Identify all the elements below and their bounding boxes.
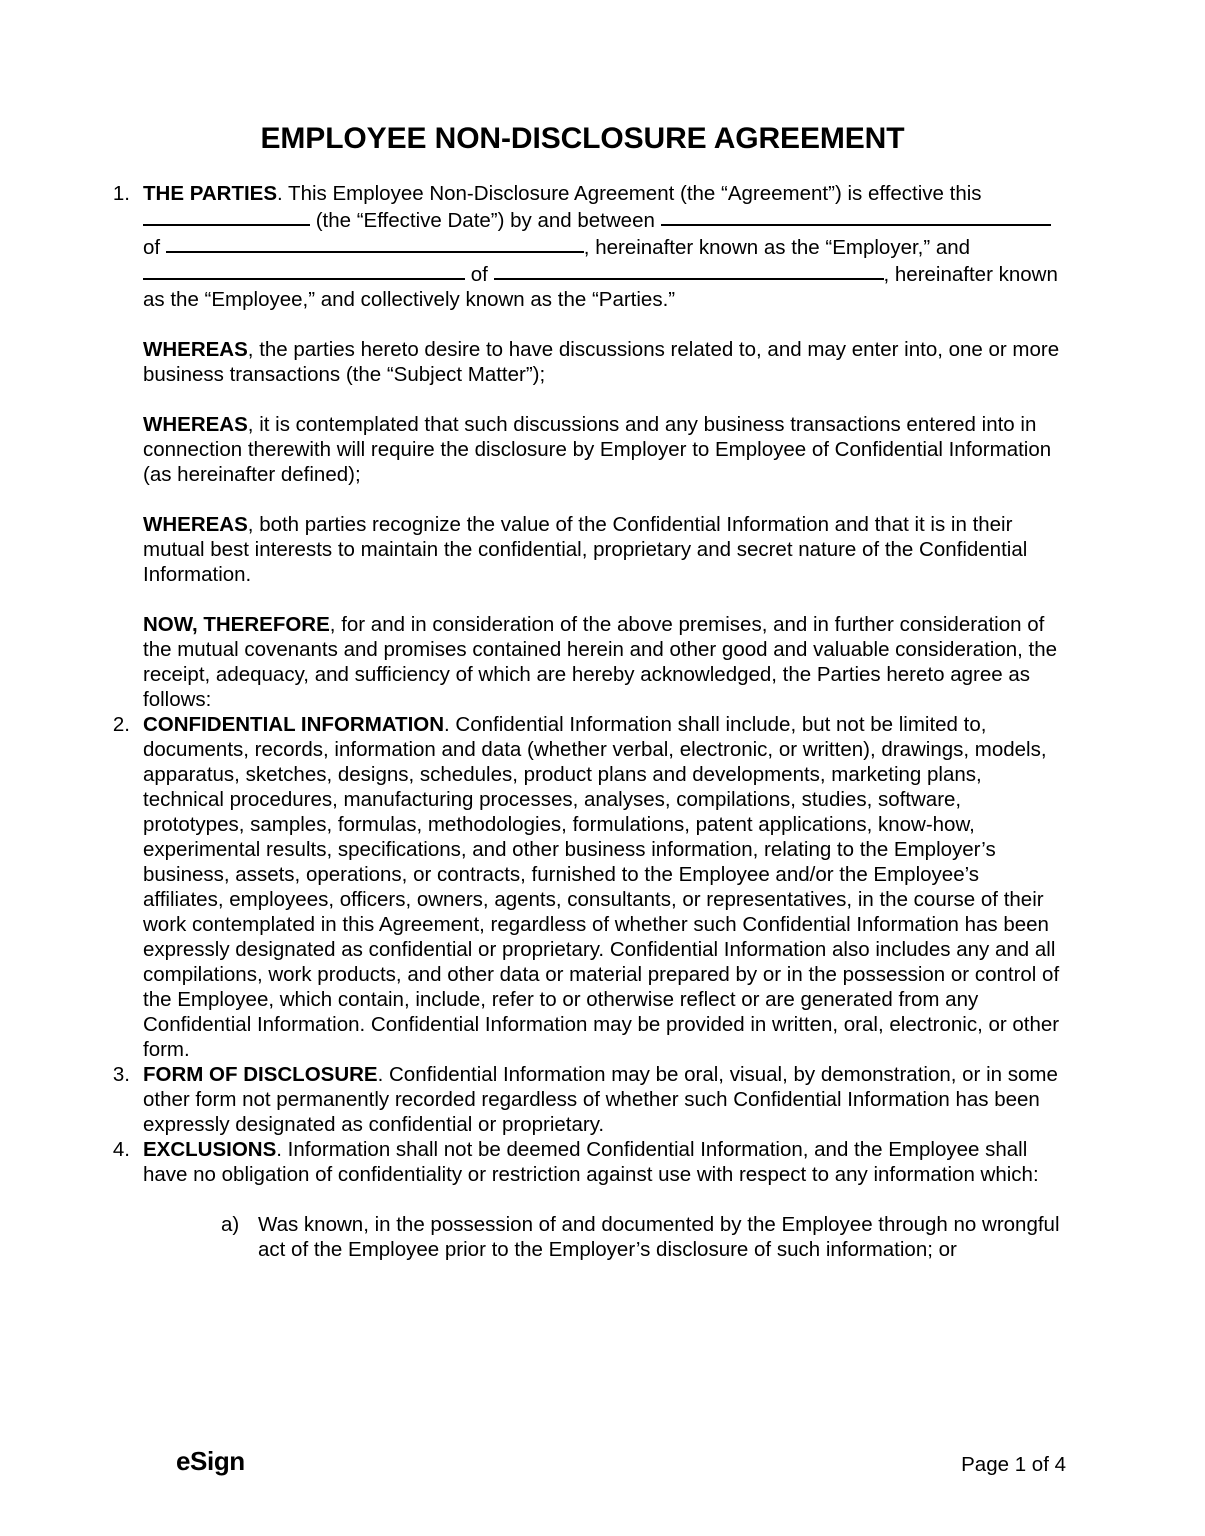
clause-exclusions <box>100 1137 1065 1262</box>
clause-body <box>143 181 1065 312</box>
page-number: Page 1 of 4 <box>961 1453 1066 1476</box>
subclause-number: a) <box>221 1213 240 1236</box>
clause-heading: THE PARTIES <box>143 182 278 205</box>
clause-body <box>143 712 1065 1062</box>
clause-text-3: of <box>143 236 166 259</box>
employer-address-blank[interactable] <box>166 233 584 253</box>
subclause-body: Was known, in the possession of and documented by the Employee through no wrongful act of the Employee prior to the Employer’s disclosure of such information; or <box>258 1213 1060 1261</box>
recital-text: , it is contemplated that such discussions and any business transactions entered into in connection therewith will require the disclosure by Employer to Employee of Confidential Information (as hereinafter defined); <box>143 413 1052 486</box>
recital-text: , for and in consideration of the above premises, and in further consideration of the mutual covenants and promises contained herein and other good and valuable consideration, the receipt, adequacy, and sufficiency of which are hereby acknowledged, the Parties hereto agree as follows: <box>143 613 1058 711</box>
recital-whereas-1 <box>143 337 1065 387</box>
clause-heading: CONFIDENTIAL INFORMATION <box>143 713 445 736</box>
recital-now-therefore <box>143 612 1065 712</box>
clause-heading: EXCLUSIONS <box>143 1138 277 1161</box>
recital-text: , the parties hereto desire to have discussions related to, and may enter into, one or more business transactions (the “Subject Matter”); <box>143 338 1060 386</box>
clause-text: . Confidential Information may be oral, visual, by demonstration, or in some other form not permanently recorded regardless of whether such Confidential Information has been expressly designated as confidential or proprietary. <box>143 1063 1058 1136</box>
recital-whereas-3 <box>143 512 1065 587</box>
subclause-a <box>143 1212 1065 1262</box>
effective-date-blank[interactable] <box>143 206 310 226</box>
esign-logo: eSign <box>176 1446 245 1476</box>
recital-lead: NOW, THEREFORE <box>143 613 330 636</box>
page-title: EMPLOYEE NON-DISCLOSURE AGREEMENT <box>260 122 905 155</box>
clause-number: 1. <box>112 182 130 205</box>
document-content <box>100 122 1065 1287</box>
employee-name-blank[interactable] <box>143 260 465 280</box>
clause-number: 4. <box>112 1138 130 1161</box>
clause-text-6: , hereinafter known as the “Employee,” and collectively known as the “Parties.” <box>143 263 1058 311</box>
clause-text-4: , hereinafter known as the “Employer,” and <box>583 236 971 259</box>
clause-body <box>143 1137 1065 1187</box>
recital-text: , both parties recognize the value of the Confidential Information and that it is in their mutual best interests to maintain the confidential, proprietary and secret nature of the Confidential Information. <box>143 513 1028 586</box>
clause-text-1: . This Employee Non-Disclosure Agreement (the “Agreement”) is effective this <box>277 182 982 205</box>
clause-text-2: (the “Effective Date”) by and between <box>310 209 661 232</box>
clause-number: 2. <box>112 713 130 736</box>
recital-lead: WHEREAS <box>143 513 248 536</box>
clause-heading: FORM OF DISCLOSURE <box>143 1063 378 1086</box>
clause-confidential-information <box>100 712 1065 1062</box>
clause-number: 3. <box>112 1063 130 1086</box>
recital-whereas-2 <box>143 412 1065 487</box>
recital-lead: WHEREAS <box>143 338 248 361</box>
clause-text: . Confidential Information shall include, but not be limited to, documents, records, information and data (whether verbal, electronic, or written), drawings, models, apparatus, sketches, designs, schedules, product plans and developments, marketing plans, technical procedures, manufacturing processes, analyses, compilations, studies, software, prototypes, samples, formulas, methodologies, formulations, patent applications, know-how, experimental results, specifications, and other business information, relating to the Employer’s business, assets, operations, or contracts, furnished to the Employee and/or the Employee’s affiliates, employees, officers, owners, agents, consultants, or representatives, in the course of their work contemplated in this Agreement, regardless of whether such Confidential Information has been expressly designated as confidential or proprietary. Confidential Information also includes any and all compilations, work products, and other data or material prepared by or in the possession or control of the Employee, which contain, include, refer to or otherwise reflect or are generated from any Confidential Information. Confidential Information may be provided in written, oral, electronic, or other form. <box>143 713 1060 1061</box>
clause-text: . Information shall not be deemed Confidential Information, and the Employee shall have no obligation of confidentiality or restriction against use with respect to any information which: <box>143 1138 1039 1186</box>
employee-address-blank[interactable] <box>494 260 884 280</box>
clause-body <box>143 1062 1065 1137</box>
clause-the-parties <box>100 181 1065 712</box>
clause-form-of-disclosure <box>100 1062 1065 1137</box>
page-footer <box>100 1448 1105 1488</box>
employer-name-blank[interactable] <box>661 206 1051 226</box>
clause-text-5: of <box>465 263 494 286</box>
recital-lead: WHEREAS <box>143 413 248 436</box>
